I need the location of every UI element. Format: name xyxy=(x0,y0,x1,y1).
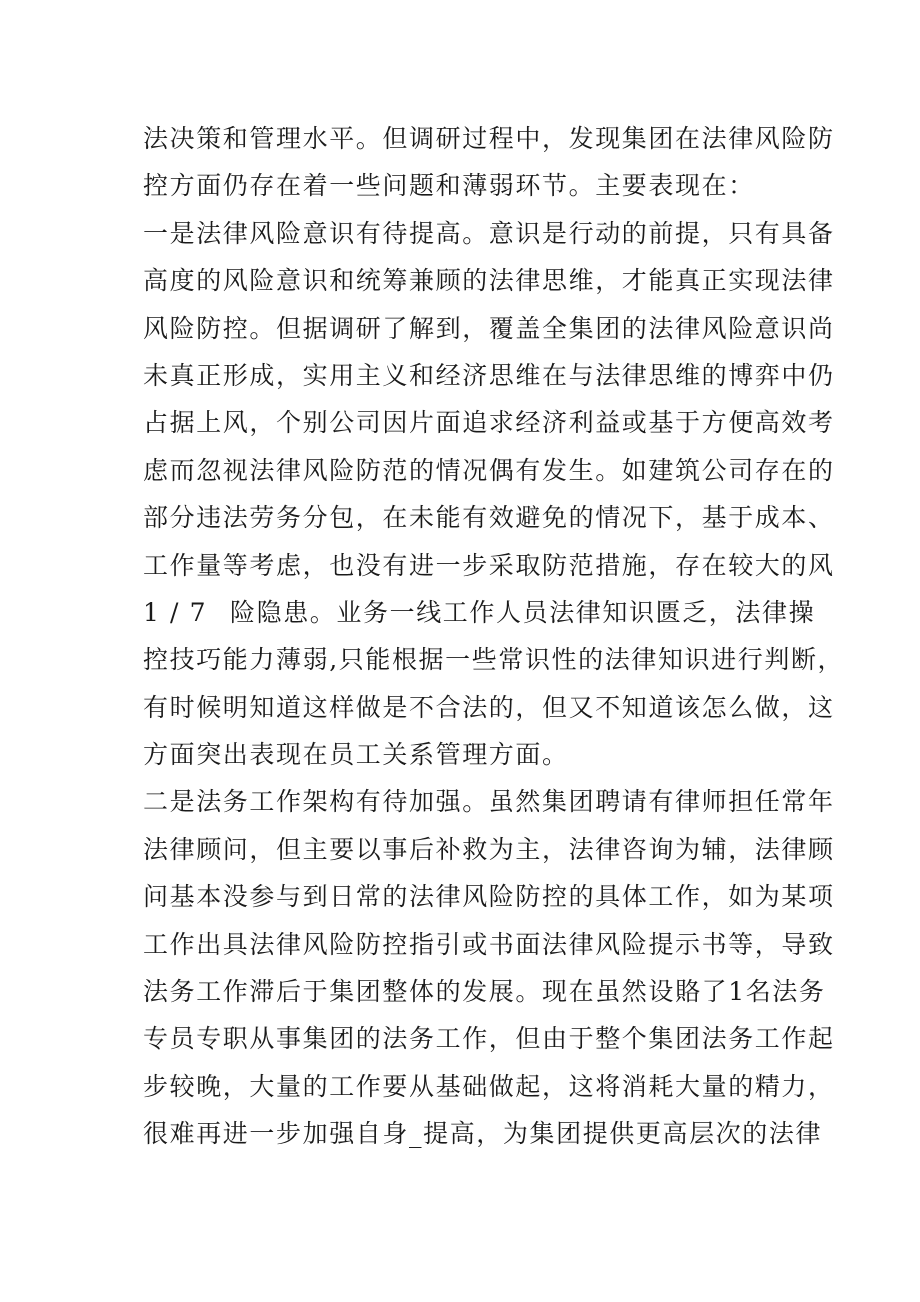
text-line: 很难再进一步加强自身_提高，为集团提供更高层次的法律 xyxy=(143,1119,823,1149)
text-line: 一是法律风险意识有待提高。意识是行动的前提，只有具备 xyxy=(143,218,835,248)
text-line: 步较晚，大量的工作要从基础做起，这将消耗大量的精力， xyxy=(143,1071,835,1101)
text-line-content: 险隐患。业务一线工作人员法律知识匮乏，法律操 xyxy=(230,597,816,627)
text-line: 工作出具法律风险防控指引或书面法律风险提示书等，导致 xyxy=(143,929,835,959)
text-line: 控方面仍存在着一些问题和薄弱环节。主要表现在： xyxy=(143,171,755,201)
text-line: 方面突出表现在员工关系管理方面。 xyxy=(143,740,569,770)
text-line: 未真正形成，实用主义和经济思维在与法律思维的博弈中仍 xyxy=(143,360,835,390)
text-line: 法决策和管理水平。但调研过程中，发现集团在法律风险防 xyxy=(143,124,835,153)
text-line: 有时候明知道这样做是不合法的，但又不知道该怎么做，这 xyxy=(143,692,835,722)
body-text xyxy=(143,115,845,1158)
text-line: 风险防控。但据调研了解到，覆盖全集团的法律风险意识尚 xyxy=(143,313,835,343)
text-line: 虑而忽视法律风险防范的情况偶有发生。如建筑公司存在的 xyxy=(143,455,835,485)
text-line: 问基本没参与到日常的法律风险防控的具体工作，如为某项 xyxy=(143,882,835,912)
text-line-with-page-number xyxy=(143,589,816,636)
text-line: 法务工作滞后于集团整体的发展。现在虽然设賂了1名法务 xyxy=(143,977,826,1007)
text-line: 占据上风，个别公司因片面追求经济利益或基于方便高效考 xyxy=(143,408,835,438)
text-line: 二是法务工作架构有待加强。虽然集团聘请有律师担任常年 xyxy=(143,787,835,817)
text-line: 工作量等考虑，也没有进一步采取防范措施，存在较大的风 xyxy=(143,550,835,580)
text-line: 控技巧能力薄弱,只能根据一些常识性的法律知识进行判断， xyxy=(143,645,845,675)
text-line: 专员专职从事集团的法务工作，但由于整个集团法务工作起 xyxy=(143,1024,835,1054)
text-line: 部分违法劳务分包，在未能有效避免的情况下，基于成本、 xyxy=(143,503,835,533)
text-line: 法律顾问，但主要以事后补救为主，法律咨询为辅，法律顾 xyxy=(143,834,835,864)
page-number: 1 / 7 xyxy=(143,597,208,627)
text-line: 高度的风险意识和统筹兼顾的法律思维，才能真正实现法律 xyxy=(143,266,835,296)
